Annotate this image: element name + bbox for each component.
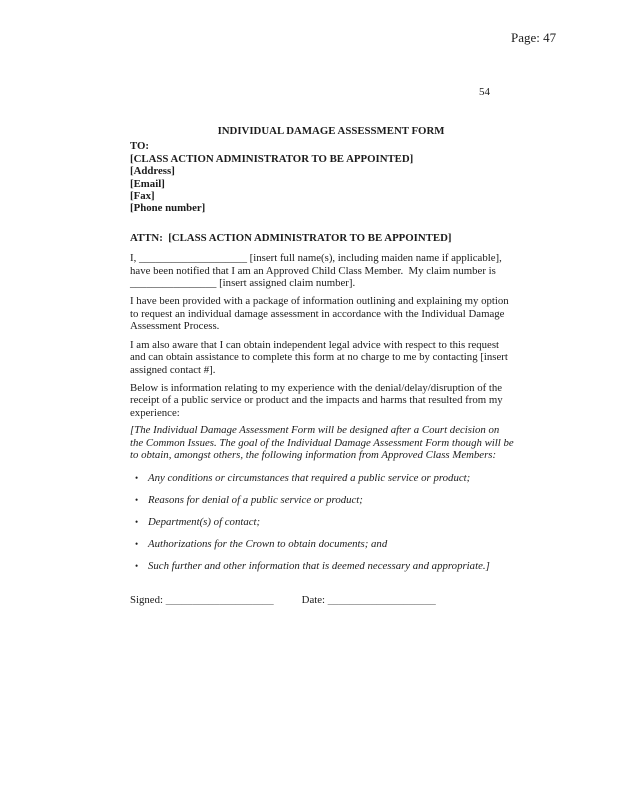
recipient-line-fax: [Fax] — [130, 190, 155, 203]
recipient-line-email: [Email] — [130, 177, 165, 190]
paragraph-package-info: I have been provided with a package of information outlining and explaining my option to request an individual damage assessment in accordance with the Individual Damage Assessment Process. — [130, 295, 512, 333]
recipient-line-administrator: [CLASS ACTION ADMINISTRATOR TO BE APPOINTED] — [130, 152, 414, 165]
bullet-text: Such further and other information that is deemed necessary and appropriate.] — [148, 559, 490, 572]
bullet-item-departments — [135, 516, 514, 528]
form-title: INDIVIDUAL DAMAGE ASSESSMENT FORM — [217, 125, 445, 137]
bullet-icon: • — [135, 539, 139, 550]
bullet-item-further-info — [135, 560, 514, 572]
bullet-text: Department(s) of contact; — [148, 516, 261, 529]
attn-line: ATTN: [CLASS ACTION ADMINISTRATOR TO BE APPOINTED] — [130, 231, 452, 244]
italic-design-note: [The Individual Damage Assessment Form will be designed after a Court decision on the Common Issues. The goal of the Individual Damage Assessment Form though will be to obtain, amongst others, the following information from Approved Class Members: — [130, 424, 517, 461]
date-field — [302, 594, 436, 606]
bullet-text: Reasons for denial of a public service or product; — [148, 494, 363, 507]
recipient-line-address: [Address] — [130, 165, 175, 178]
signed-label: Signed: — [130, 594, 166, 607]
signature-row — [130, 594, 514, 606]
recipient-line-phone: [Phone number] — [130, 202, 206, 215]
signed-field — [130, 594, 274, 606]
bullet-item-reasons — [135, 494, 514, 506]
date-line: ____________________ — [327, 594, 436, 607]
bullet-item-authorizations — [135, 538, 514, 550]
bullet-icon: • — [135, 473, 139, 484]
form-content — [130, 125, 517, 607]
signed-line: ____________________ — [165, 594, 274, 607]
paragraph-legal-advice: I am also aware that I can obtain independent legal advice with respect to this request and can obtain assistance to complete this form at no charge to me by contacting [insert assigned contact #]. — [130, 338, 511, 376]
bullet-text: Authorizations for the Crown to obtain documents; and — [148, 538, 388, 551]
bullet-text: Any conditions or circumstances that required a public service or product; — [148, 472, 471, 485]
document-page-number: 54 — [479, 86, 490, 98]
bullet-icon: • — [135, 495, 139, 506]
bullet-icon: • — [135, 560, 139, 571]
viewer-page-indicator: Page: 47 — [511, 30, 557, 45]
date-label: Date: — [301, 594, 328, 607]
paragraph-below-info: Below is information relating to my experience with the denial/delay/disruption of the receipt of a public service or product and the impacts and harms that resulted from my experience: — [130, 381, 506, 419]
paragraph-declaration: I, ____________________ [insert full name(s), including maiden name if applicable], have been notified that I am an Approved Child Class Member. My claim number is ________________ [insert assigned claim number]. — [130, 252, 505, 290]
bullet-icon: • — [135, 517, 139, 528]
bullet-list — [130, 472, 514, 572]
recipient-block — [130, 140, 514, 214]
recipient-line-to: TO: — [130, 140, 149, 153]
bullet-item-conditions — [135, 472, 514, 484]
